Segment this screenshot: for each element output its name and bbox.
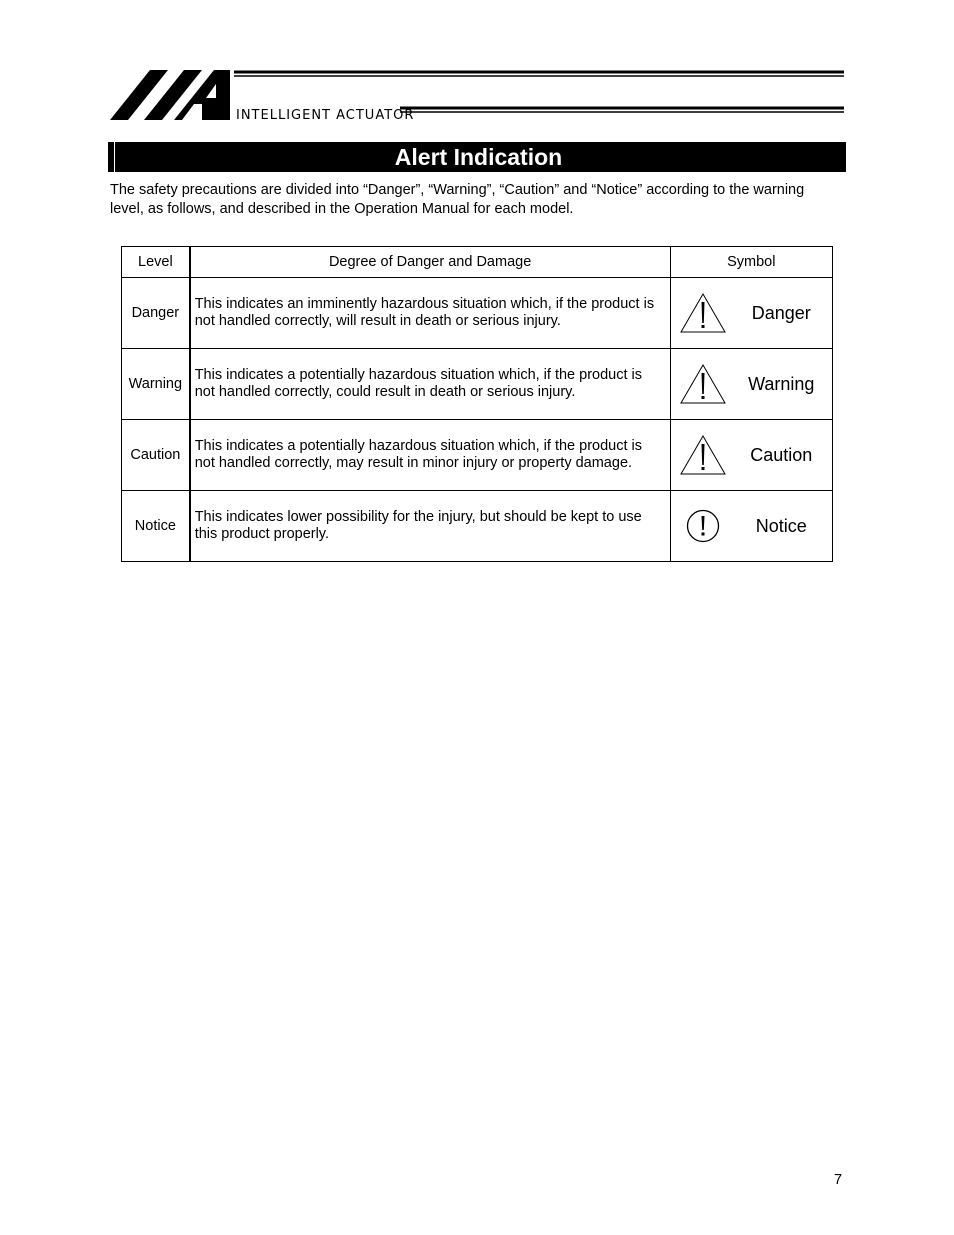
symbol-cell: [670, 349, 832, 420]
symbol-label: Warning: [748, 374, 815, 394]
iai-logo-icon: [110, 68, 846, 124]
description-cell: This indicates a potentially hazardous situation which, if the product is not handled correctly, may result in minor injury or property damage.: [190, 420, 670, 491]
table-row-caution: [122, 420, 833, 491]
level-cell: Caution: [122, 420, 190, 491]
header-symbol: Symbol: [670, 247, 832, 278]
page-number: 7: [834, 1172, 843, 1188]
description-cell: This indicates an imminently hazardous situation which, if the product is not handled correctly, will result in death or serious injury.: [190, 278, 670, 349]
header-degree: Degree of Danger and Damage: [190, 247, 670, 278]
symbol-cell: [670, 420, 832, 491]
exclamation-circle-icon: [679, 505, 727, 547]
header-level: Level: [122, 247, 190, 278]
level-cell: Danger: [122, 278, 190, 349]
description-cell: This indicates a potentially hazardous situation which, if the product is not handled correctly, could result in death or serious injury.: [190, 349, 670, 420]
level-cell: Notice: [122, 491, 190, 562]
section-title-bar: [108, 142, 846, 172]
warning-triangle-icon: [679, 292, 727, 334]
table-row-danger: [122, 278, 833, 349]
intro-paragraph: The safety precautions are divided into “Danger”, “Warning”, “Caution” and “Notice” according to the warning level, as follows, and described in the Operation Manual for each model.: [110, 182, 805, 217]
alert-level-table: [121, 246, 833, 562]
symbol-cell: [670, 491, 832, 562]
table-row-notice: [122, 491, 833, 562]
table-row-warning: [122, 349, 833, 420]
warning-triangle-icon: [679, 363, 727, 405]
symbol-label: Danger: [751, 303, 811, 323]
symbol-label: Caution: [750, 445, 813, 465]
description-cell: This indicates lower possibility for the injury, but should be kept to use this product properly.: [190, 491, 670, 562]
warning-triangle-icon: [679, 434, 727, 476]
symbol-label: Notice: [755, 516, 807, 536]
table-header-row: [122, 247, 833, 278]
level-cell: Warning: [122, 349, 190, 420]
symbol-cell: [670, 278, 832, 349]
company-logo: [110, 68, 846, 124]
section-title: Alert Indication: [394, 144, 563, 170]
brand-text: INTELLIGENT ACTUATOR: [236, 108, 415, 123]
